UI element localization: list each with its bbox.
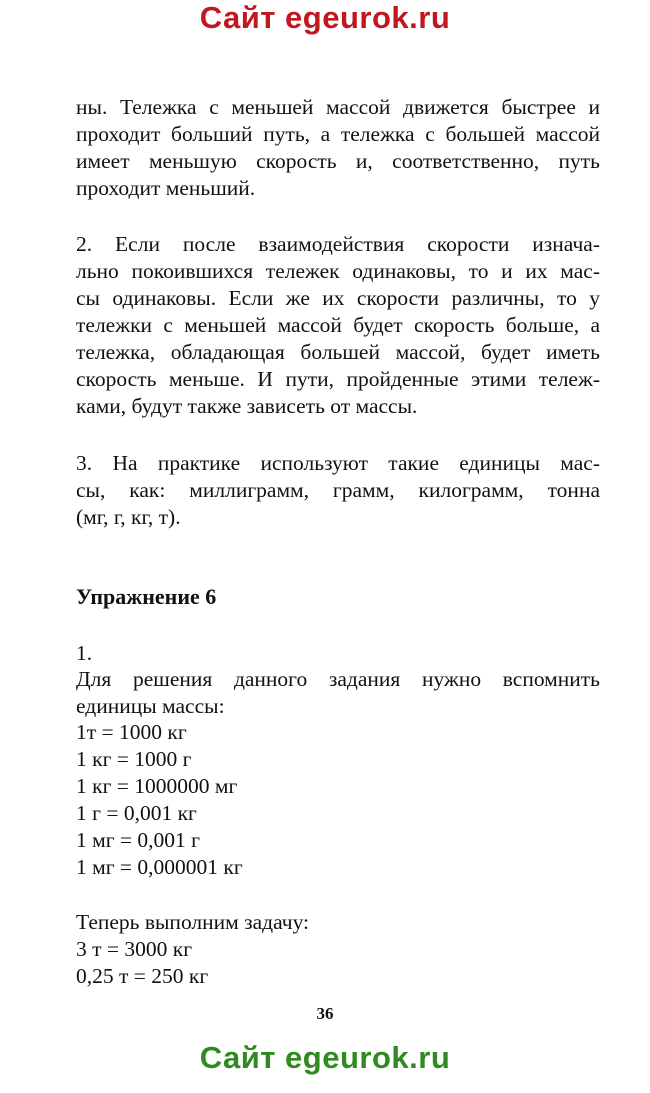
text-line: тележки с меньшей массой будет скорость больше, а xyxy=(76,313,600,337)
text-line: (мг, г, кг, т). xyxy=(76,505,181,529)
text-line: ны. Тележка с меньшей массой движется быстрее и xyxy=(76,95,600,119)
unit-equation: 1 кг = 1000 г xyxy=(76,747,192,771)
text-line: имеет меньшую скорость и, соответственно, путь xyxy=(76,149,600,173)
unit-equation: 1 мг = 0,000001 кг xyxy=(76,855,243,879)
unit-equation: 1 г = 0,001 кг xyxy=(76,801,197,825)
paragraph-continuation xyxy=(76,94,600,202)
paragraph-3 xyxy=(76,450,600,531)
text-line: льно покоившихся тележек одинаковы, то и их мас- xyxy=(76,259,600,283)
unit-equation: 1 мг = 0,001 г xyxy=(76,828,200,852)
exercise-item-number: 1. xyxy=(76,641,93,665)
unit-equation: 1 кг = 1000000 мг xyxy=(76,774,238,798)
task-intro: Теперь выполним задачу: xyxy=(76,910,310,934)
watermark-top: Сайт egeurok.ru xyxy=(199,0,451,35)
watermark-bottom: Сайт egeurok.ru xyxy=(199,1040,451,1075)
text-line: сы, как: миллиграмм, грамм, килограмм, тонна xyxy=(76,478,600,502)
text-line: единицы массы: xyxy=(76,694,225,718)
page-number: 36 xyxy=(316,1004,334,1023)
exercise-intro xyxy=(76,666,600,720)
answers-list xyxy=(76,936,208,990)
paragraph-2 xyxy=(76,231,600,420)
unit-equation: 1т = 1000 кг xyxy=(76,720,187,744)
text-line: тележка, обладающая большей массой, будет иметь xyxy=(76,340,600,364)
text-line: проходит меньший. xyxy=(76,176,256,200)
text-line: проходит больший путь, а тележка с большей массой xyxy=(76,122,600,146)
mass-units-list xyxy=(76,719,243,881)
exercise-heading: Упражнение 6 xyxy=(76,584,217,609)
text-line: скорость меньше. И пути, пройденные этими тележ- xyxy=(76,367,600,391)
answer-equation: 3 т = 3000 кг xyxy=(76,937,193,961)
answer-equation: 0,25 т = 250 кг xyxy=(76,964,209,988)
text-line: 3. На практике используют такие единицы мас- xyxy=(76,451,600,475)
text-line: 2. Если после взаимодействия скорости изнача- xyxy=(76,232,600,256)
text-line: ками, будут также зависеть от массы. xyxy=(76,394,418,418)
text-line: Для решения данного задания нужно вспомнить xyxy=(76,667,600,691)
text-line: сы одинаковы. Если же их скорости различны, то у xyxy=(76,286,600,310)
